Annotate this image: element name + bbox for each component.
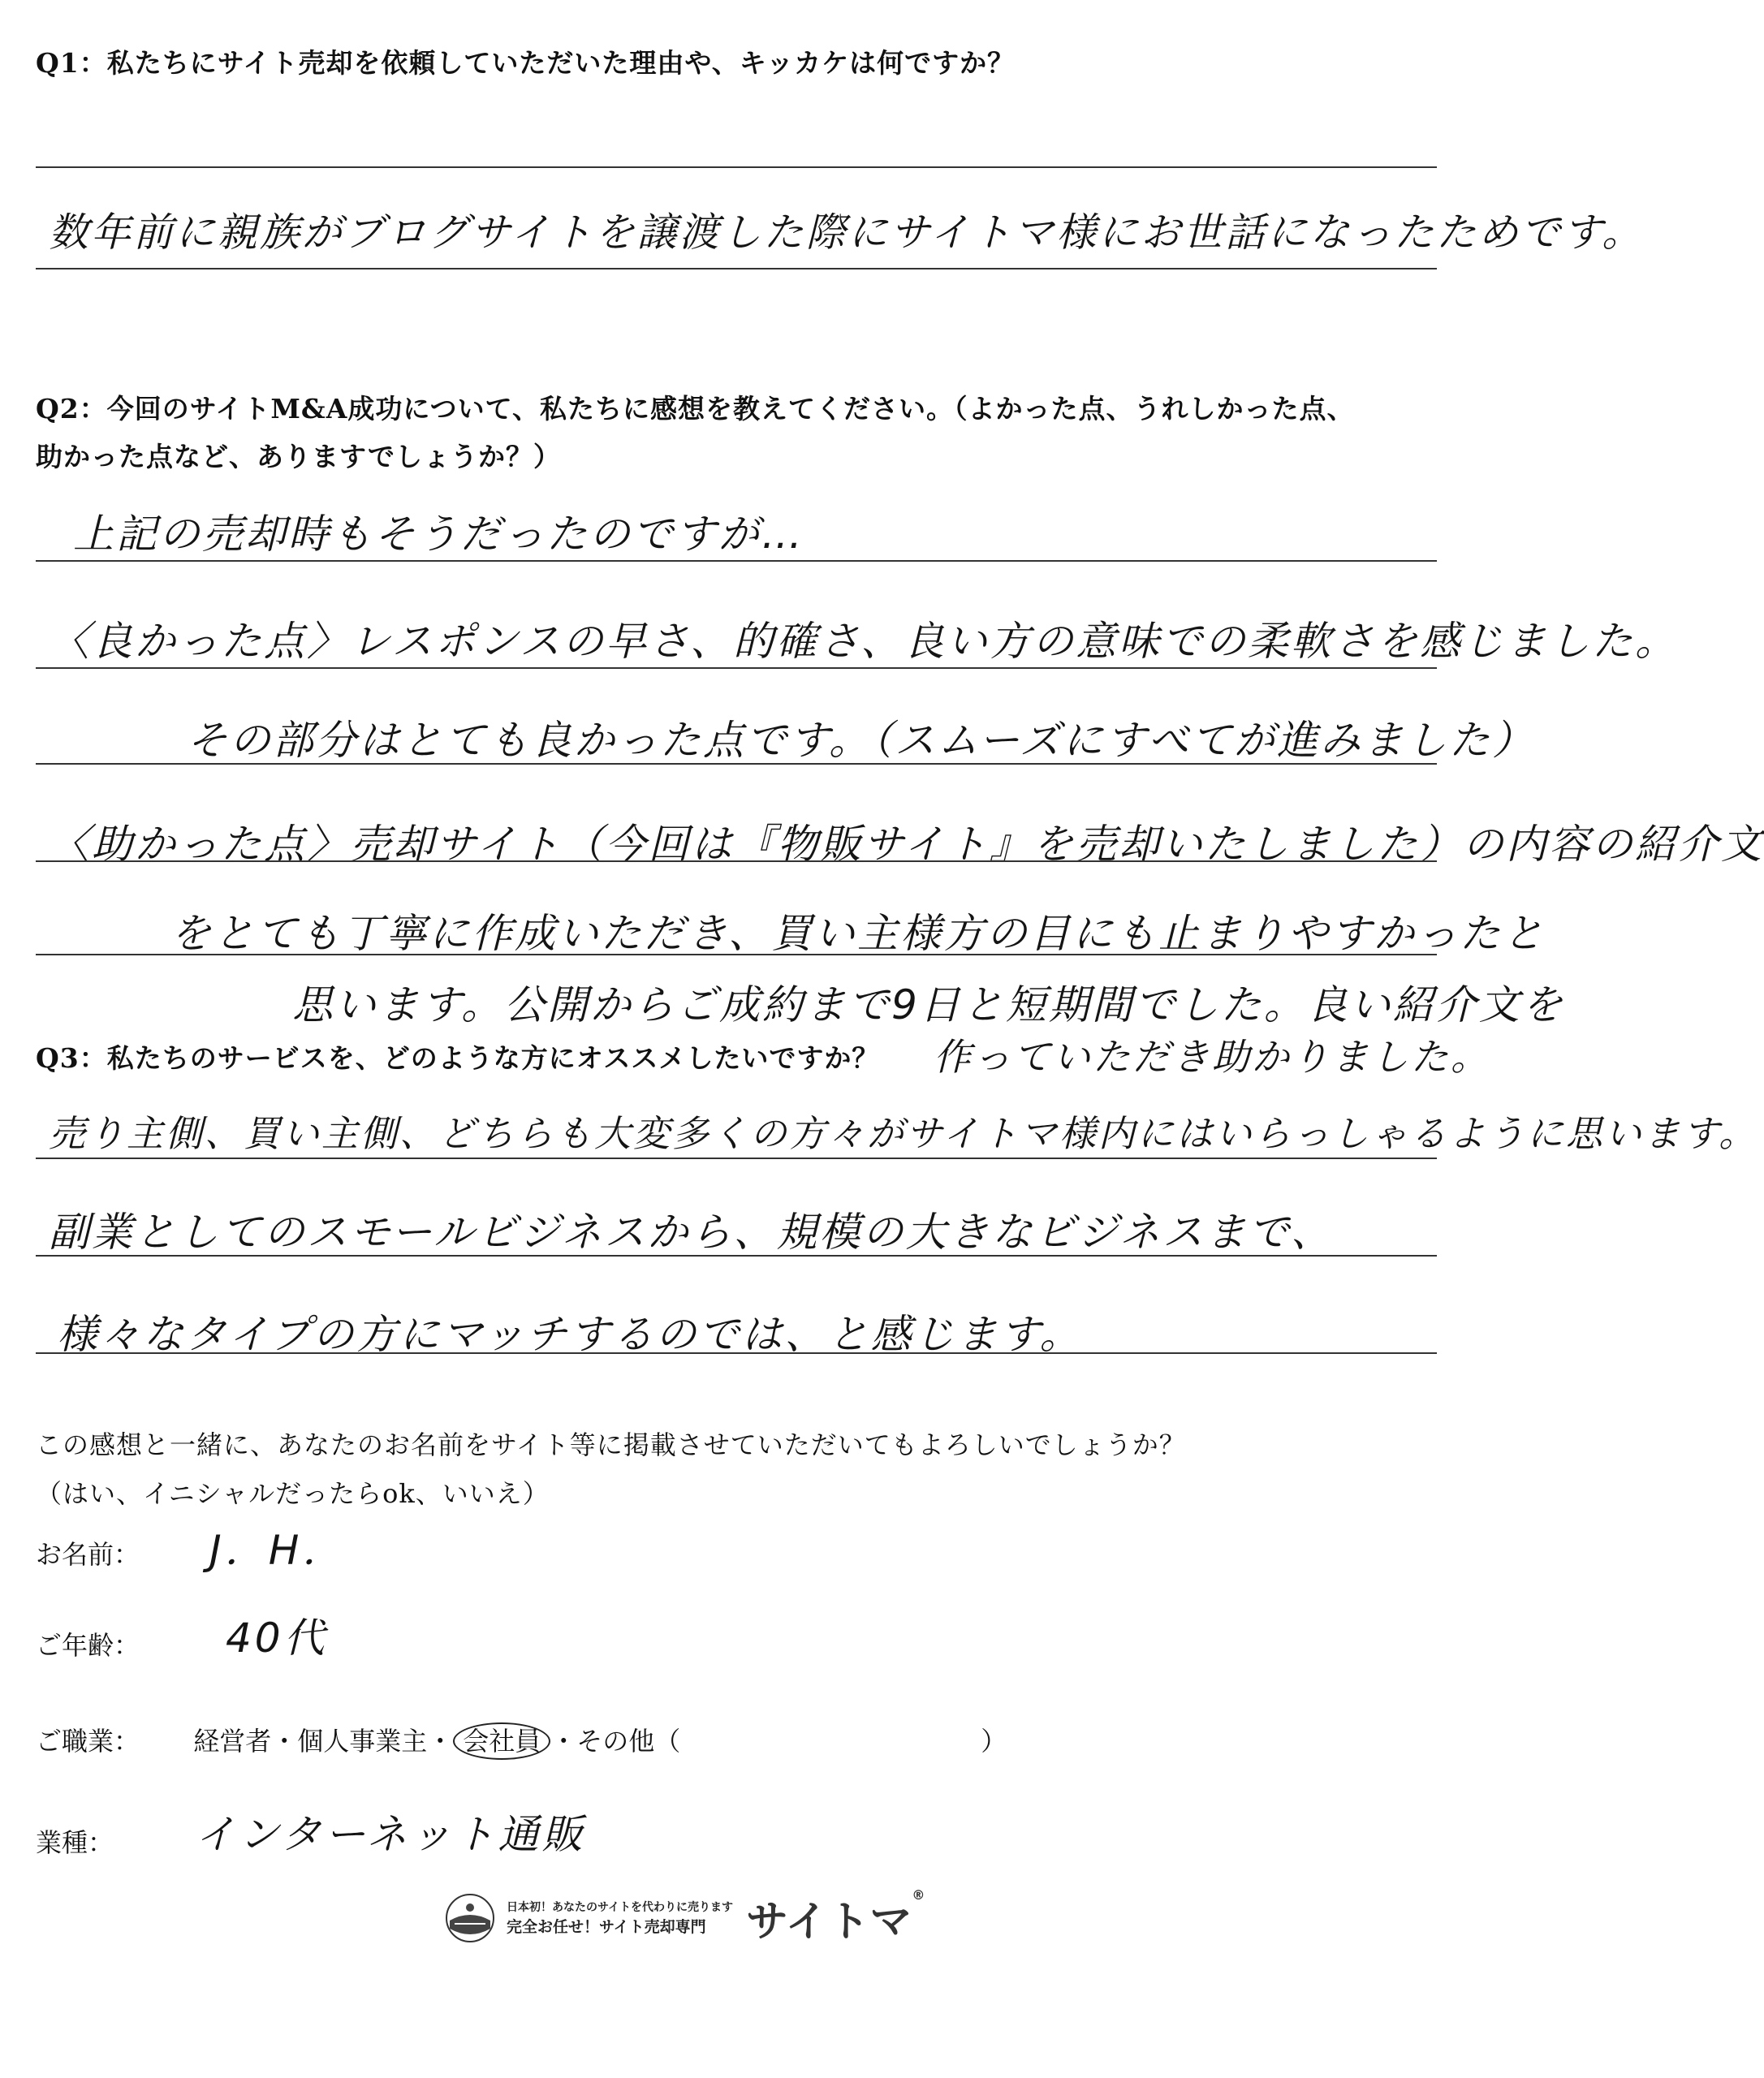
q1-question: Q1：私たちにサイト売却を依頼していただいた理由や、キッカケは何ですか？: [36, 47, 1016, 79]
occupation-field: [36, 1721, 1007, 1758]
industry-value: インターネット通販: [195, 1811, 586, 1858]
footer-tagline: 日本初！あなたのサイトを代わりに売ります: [507, 1901, 734, 1914]
occupation-options: 経営者・個人事業主・: [193, 1726, 454, 1757]
sitema-logo-icon: [445, 1893, 495, 1943]
registered-mark: ®: [912, 1887, 925, 1903]
q2-answer-line: 作っていただき助かりました。: [934, 1035, 1490, 1079]
answer-rule: [36, 166, 1437, 168]
answer-rule: [36, 860, 1437, 862]
name-value: J．H．: [209, 1527, 347, 1574]
answer-rule: [36, 268, 1437, 269]
brand-name: サイトマ®: [746, 1887, 925, 1947]
occupation-label: ご職業：: [36, 1726, 140, 1757]
consent-options: （はい、イニシャルだったらok、いいえ）: [36, 1478, 550, 1509]
q2-answer-line: をとても丁寧に作成いただき、買い主様方の目にも止まりやすかったと: [170, 910, 1546, 957]
q3-question: Q3：私たちのサービスを、どのような方にオススメしたいですか？: [36, 1042, 880, 1074]
answer-rule: [36, 954, 1437, 955]
occupation-other: ・その他（: [550, 1726, 681, 1757]
q2-answer-line: 〈良かった点〉レスポンスの早さ、的確さ、良い方の意味での柔軟さを感じました。: [49, 618, 1678, 665]
answer-rule: [36, 1158, 1437, 1159]
q2-question-line1: Q2：今回のサイトM&A成功について、私たちに感想を教えてください。（よかった点、うれしかった点、: [36, 393, 1355, 425]
q2-answer-line: 上記の売却時もそうだったのですが…: [73, 511, 804, 558]
answer-rule: [36, 667, 1437, 669]
q1-answer-line: 数年前に親族がブログサイトを譲渡した際にサイトマ様にお世話になったためです。: [49, 209, 1645, 256]
consent-question: この感想と一緒に、あなたのお名前をサイト等に掲載させていただいてもよろしいでしょうか？: [36, 1429, 1186, 1460]
q2-answer-line: その部分はとても良かった点です。（スムーズにすべてが進みました）: [187, 717, 1535, 764]
answer-rule: [36, 1352, 1437, 1354]
age-value: 40代: [226, 1615, 328, 1662]
answer-rule: [36, 763, 1437, 765]
age-label: ご年齢：: [36, 1630, 140, 1661]
occupation-selected: 会社員: [453, 1722, 550, 1760]
answer-rule: [36, 1255, 1437, 1257]
footer-logo: [445, 1887, 925, 1948]
q2-answer-line: 〈助かった点〉売却サイト（今回は『物販サイト』を売却いたしました）の内容の紹介文: [49, 821, 1764, 868]
answer-rule: [36, 560, 1437, 562]
name-label: お名前：: [36, 1539, 140, 1570]
industry-label: 業種：: [36, 1827, 114, 1858]
footer-subtitle: 完全お任せ！サイト売却専門: [507, 1918, 706, 1936]
q2-answer-line: 思います。公開からご成約まで9日と短期間でした。良い紹介文を: [292, 981, 1565, 1028]
q3-answer-line: 様々なタイプの方にマッチするのでは、と感じます。: [57, 1311, 1083, 1358]
q3-answer-line: 副業としてのスモールビジネスから、規模の大きなビジネスまで、: [49, 1209, 1334, 1256]
q2-question-line2: 助かった点など、ありますでしょうか？）: [36, 441, 561, 472]
occupation-close-paren: ）: [981, 1726, 1007, 1757]
q3-answer-line: 売り主側、買い主側、どちらも大変多くの方々がサイトマ様内にはいらっしゃるように思います。: [49, 1112, 1758, 1155]
